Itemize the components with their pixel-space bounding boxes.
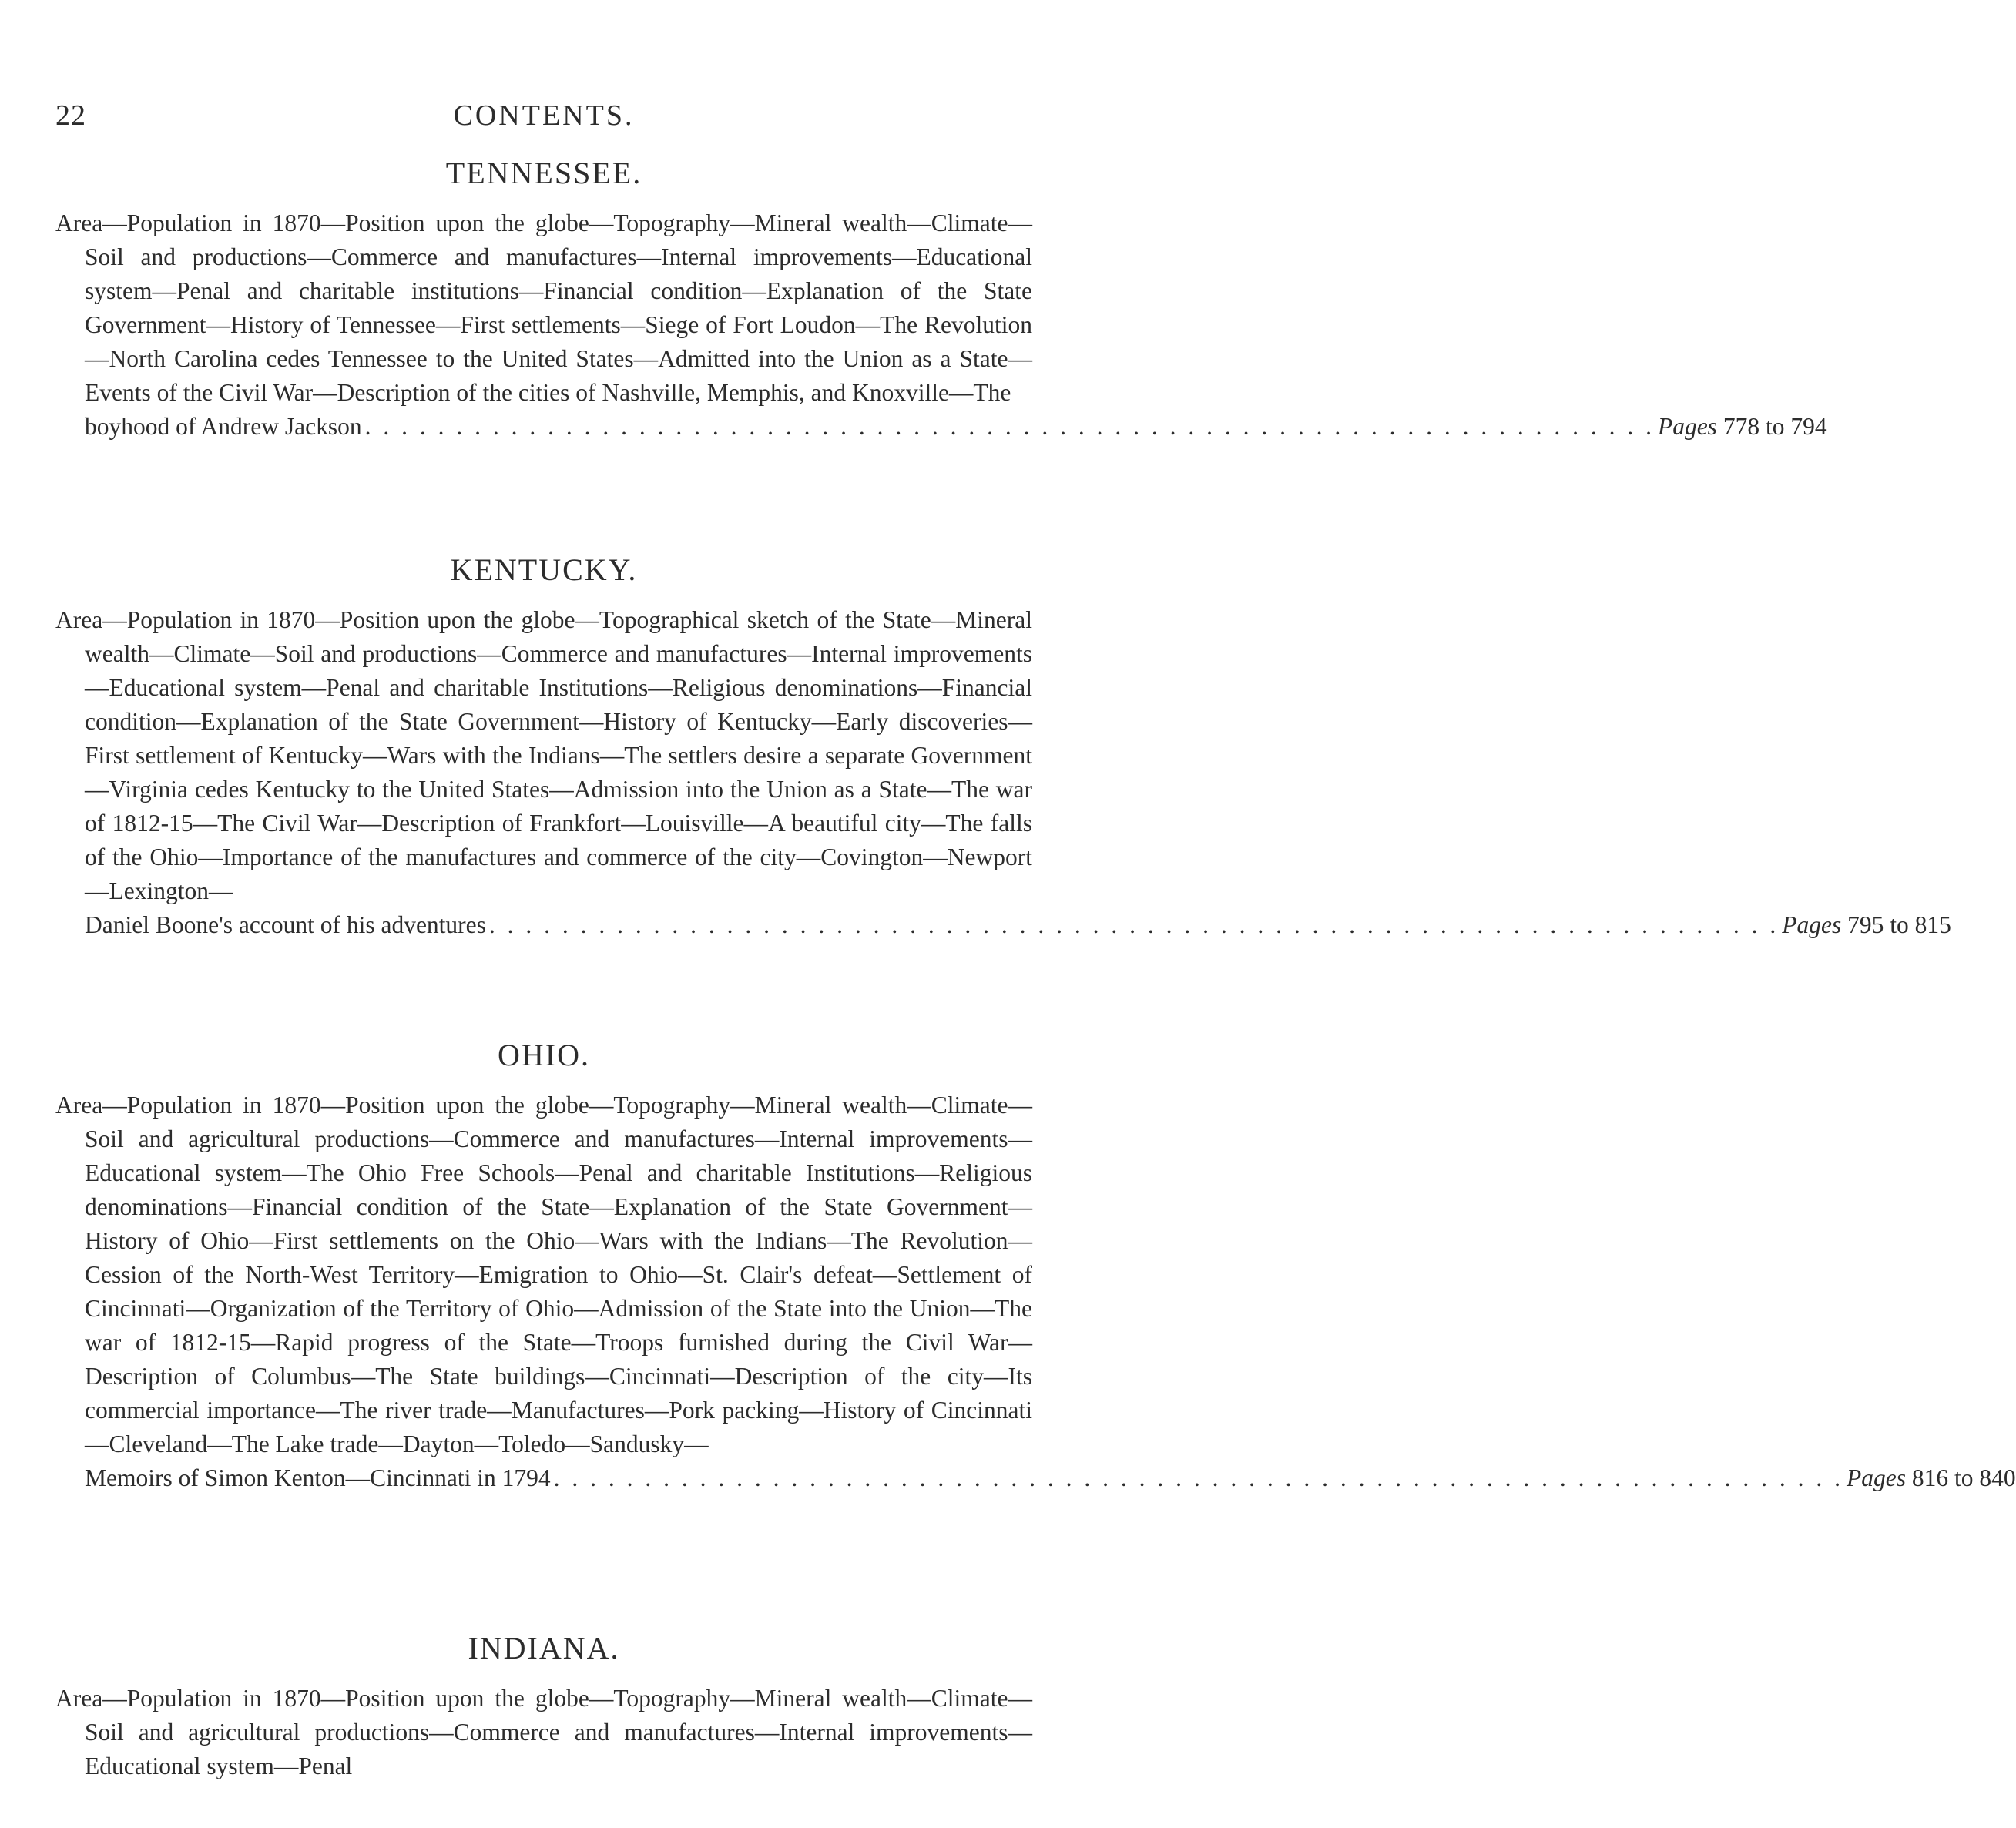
section-kentucky xyxy=(55,551,1951,942)
page-reference xyxy=(1847,1461,2016,1495)
entry-text: Area—Population in 1870—Position upon the globe—Topography—Mineral wealth—Climate—Soil and agricultural productions—Commerce and manufactures—Internal improvements—Educational system—Penal xyxy=(55,1685,1032,1779)
dot-leader: . . . . . . . . . . . . . . . . . . . . . . . . . . . . . . . . . . . . . . . . . . . . . . . . . . . . . . . . . . . . . . . . . . . . . . . xyxy=(488,911,1780,938)
section-ohio xyxy=(55,1036,2016,1495)
entry-last-line xyxy=(85,1461,2016,1495)
book-page xyxy=(55,0,2016,1828)
section-entry xyxy=(55,1088,2016,1495)
entry-text: Area—Population in 1870—Position upon the globe—Topography—Mineral wealth—Climate—Soil and agricultural productions—Commerce and manufactures—Internal improvements—Educational system—The Ohio Free Schools—Penal and charitable Institutions—Religious denominations—Financial condition of the State—Explanation of the State Government—History of Ohio—First settlements on the Ohio—Wars with the Indians—The Revolution—Cession of the North-West Territory—Emigration to Ohio—St. Clair's defeat—Settlement of Cincinnati—Organization of the Territory of Ohio—Admission of the State into the Union—The war of 1812-15—Rapid progress of the State—Troops furnished during the Civil War—Description of Columbus—The State buildings—Cincinnati—Description of the city—Its commercial importance—The river trade—Manufactures—Pork packing—History of Cincinnati—Cleveland—The Lake trade—Dayton—Toledo—Sandusky— xyxy=(55,1092,1032,1457)
pages-range: 778 to 794 xyxy=(1722,413,1827,440)
pages-range: 816 to 840 xyxy=(1911,1464,2016,1491)
page-number: 22 xyxy=(55,99,86,132)
pages-label: Pages xyxy=(1782,911,1842,938)
dot-leader: . . . . . . . . . . . . . . . . . . . . . . . . . . . . . . . . . . . . . . . . . . . . . . . . . . . . . . . . . . . . . . . . . . . . . . . xyxy=(553,1464,1843,1491)
entry-last-line-text: Daniel Boone's account of his adventures xyxy=(85,911,486,938)
section-heading: OHIO. xyxy=(498,1038,590,1072)
section-entry xyxy=(55,603,1951,942)
section-heading: INDIANA. xyxy=(468,1631,620,1665)
running-head xyxy=(55,99,1032,137)
pages-label: Pages xyxy=(1657,413,1717,440)
pages-range: 795 to 815 xyxy=(1847,911,1951,938)
entry-text: Area—Population in 1870—Position upon the globe—Topography—Mineral wealth—Climate—Soil and productions—Commerce and manufactures—Internal improvements—Educational system—Penal and charitable institutions—Financial condition—Explanation of the State Government—History of Tennessee—First settlements—Siege of Fort Loudon—The Revolution—North Carolina cedes Tennessee to the United States—Admitted into the Union as a State—Events of the Civil War—Description of the cities of Nashville, Memphis, and Knoxville—The xyxy=(55,210,1032,406)
section-heading: KENTUCKY. xyxy=(450,552,638,587)
section-heading: TENNESSEE. xyxy=(445,156,642,190)
page-reference xyxy=(1782,908,1951,942)
entry-last-line xyxy=(85,410,1827,444)
dot-leader: . . . . . . . . . . . . . . . . . . . . . . . . . . . . . . . . . . . . . . . . . . . . . . . . . . . . . . . . . . . . . . . . . . . . . . . xyxy=(364,413,1655,440)
entry-last-line-text: boyhood of Andrew Jackson xyxy=(85,413,362,440)
section-entry xyxy=(55,1682,1032,1783)
section-indiana xyxy=(55,1629,1032,1783)
running-title: CONTENTS. xyxy=(453,99,635,132)
section-entry xyxy=(55,206,1827,444)
entry-text: Area—Population in 1870—Position upon the globe—Topographical sketch of the State—Mineral wealth—Climate—Soil and productions—Commerce and manufactures—Internal improvements—Educational system—Penal and charitable Institutions—Religious denominations—Financial condition—Explanation of the State Government—History of Kentucky—Early discoveries—First settlement of Kentucky—Wars with the Indians—The settlers desire a separate Government—Virginia cedes Kentucky to the United States—Admission into the Union as a State—The war of 1812-15—The Civil War—Description of Frankfort—Louisville—A beautiful city—The falls of the Ohio—Importance of the manufactures and commerce of the city—Covington—Newport—Lexington— xyxy=(55,606,1032,904)
page-reference xyxy=(1658,410,1827,444)
section-tennessee xyxy=(55,154,1827,444)
entry-last-line xyxy=(85,908,1951,942)
pages-label: Pages xyxy=(1846,1464,1906,1491)
entry-last-line-text: Memoirs of Simon Kenton—Cincinnati in 1794 xyxy=(85,1464,551,1491)
